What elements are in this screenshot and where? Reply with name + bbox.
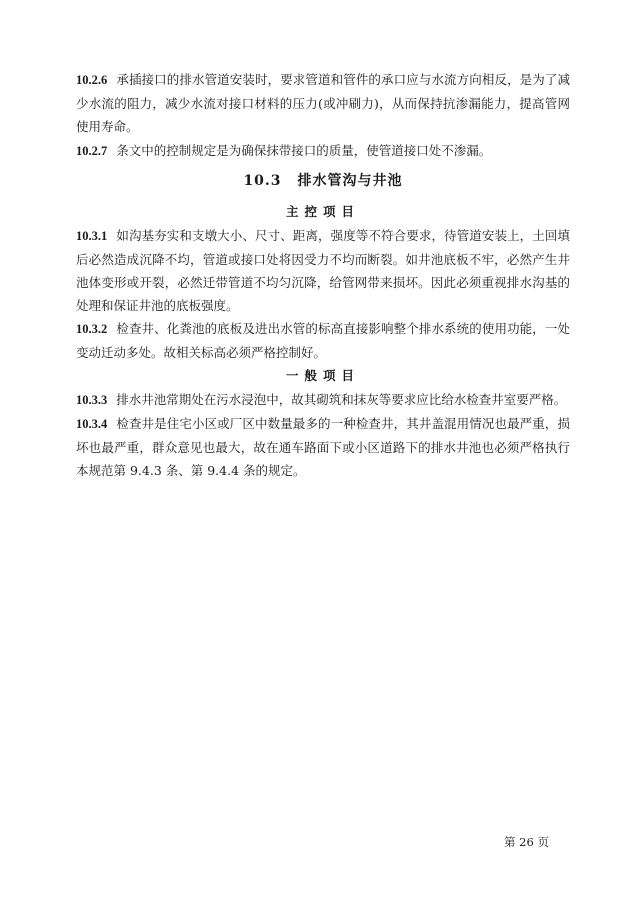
clause-10-3-3 [76,388,570,412]
clause-text: 如沟基夯实和支墩大小、尺寸、距离，强度等不符合要求，待管道安装上，土回填后必然造成沉降不均，管道或接口处将因受力不均而断裂。如井池底板不牢，必然产生井池体变形或开裂，必然迁带管道不均匀沉降，给管网带来损坏。因此必须重视排水沟基的处理和保证井池的底板强度。 [76,228,570,313]
section-number: 10.3 [243,173,282,189]
clause-text: 承插接口的排水管道安装时，要求管道和管件的承口应与水流方向相反，是为了减少水流的阻力，减少水流对接口材料的压力(或冲刷力)，从而保持抗渗漏能力，提高管网使用寿命。 [76,72,570,134]
clause-text: 检查井是住宅小区或厂区中数量最多的一种检查井，其井盖混用情况也最严重，损坏也最严重，群众意见也最大，故在通车路面下或小区道路下的排水井池也必须严格执行本规范第 9.4.3 条、第 9.4.4 条的规定。 [76,416,570,478]
clause-number: 10.2.7 [76,144,108,158]
clause-number: 10.3.4 [76,417,108,431]
clause-10-3-2 [76,317,570,364]
clause-text: 检查井、化粪池的底板及进出水管的标高直接影响整个排水系统的使用功能，一处变动迁动多处。故相关标高必须严格控制好。 [76,321,570,360]
clause-10-3-1 [76,224,570,317]
clause-text: 排水井池常期处在污水浸泡中，故其砌筑和抹灰等要求应比给水检查井室要严格。 [116,392,567,407]
clause-10-2-6 [76,68,570,138]
clause-10-2-7 [76,139,570,163]
clause-number: 10.3.3 [76,393,108,407]
clause-number: 10.2.6 [76,73,108,87]
document-body [76,68,570,482]
subheading-general-items: 一般项目 [285,368,360,383]
section-heading [76,166,570,196]
page-number: 第 26 页 [504,835,549,849]
subheading-main-items: 主控项目 [285,204,360,219]
clause-number: 10.3.2 [76,322,108,336]
clause-10-3-4 [76,412,570,482]
clause-number: 10.3.1 [76,229,108,243]
clause-text: 条文中的控制规定是为确保抹带接口的质量，使管道接口处不渗漏。 [116,143,492,158]
section-title: 排水管沟与井池 [297,173,403,189]
